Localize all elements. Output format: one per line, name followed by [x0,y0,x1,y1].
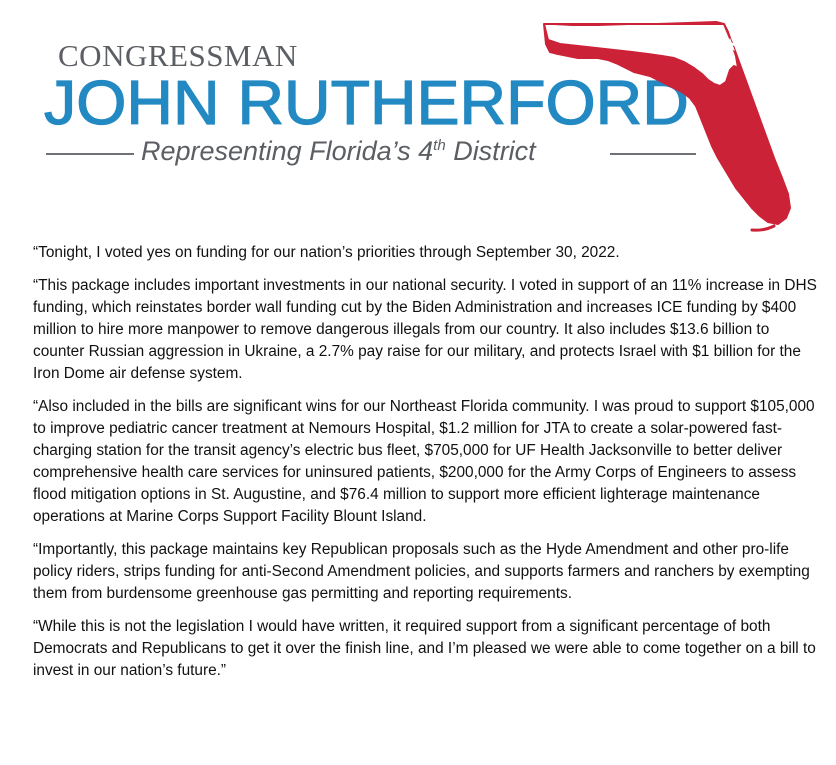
florida-map-icon [538,18,798,233]
letterhead [0,0,836,230]
statement-paragraph-4: “Importantly, this package maintains key Republican proposals such as the Hyde Amendment and other pro-life policy riders, strips funding for anti-Second Amendment policies, and supports farmers and ranchers by exempting them from burdensome greenhouse gas permitting and reporting requirements. [33,541,810,602]
letterhead-name: JOHN RUTHERFORD [44,69,689,138]
florida-keys [752,226,774,230]
tagline-rule-left [46,153,134,155]
letterhead-tagline [141,136,536,167]
tagline-end: District [445,136,536,166]
press-statement [33,242,823,693]
tagline-superscript: th [433,137,446,154]
tagline-main: Representing Florida’s 4 [141,136,434,166]
statement-paragraph-5: “While this is not the legislation I would have written, it required support from a significant percentage of both Democrats and Republicans to get it over the finish line, and I’m pleased we were able to come together on a bill to invest in our nation’s future.” [33,618,816,679]
statement-paragraph-1: “Tonight, I voted yes on funding for our nation’s priorities through September 30, 2022. [33,244,620,261]
statement-paragraph-2: “This package includes important investments in our national security. I voted in support of an 11% increase in DHS funding, which reinstates border wall funding cut by the Biden Administration and increases ICE funding by $400 million to hire more manpower to remove dangerous illegals from our country. It also includes $13.6 billion to counter Russian aggression in Ukraine, a 2.7% pay raise for our military, and protects Israel with $1 billion for the Iron Dome air defense system. [33,277,817,382]
statement-paragraph-3: “Also included in the bills are significant wins for our Northeast Florida community. I was proud to support $105,000 to improve pediatric cancer treatment at Nemours Hospital, $1.2 million for JTA to create a solar-powered fast-charging station for the transit agency’s electric bus fleet, $705,000 for UF Health Jacksonville to better deliver comprehensive health care services for uninsured patients, $200,000 for the Army Corps of Engineers to assess flood mitigation options in St. Augustine, and $76.4 million to support more efficient lighterage maintenance operations at Marine Corps Support Facility Blount Island. [33,398,815,525]
florida-state-shape [544,22,790,224]
letterhead-title-small: CONGRESSMAN [58,38,298,73]
